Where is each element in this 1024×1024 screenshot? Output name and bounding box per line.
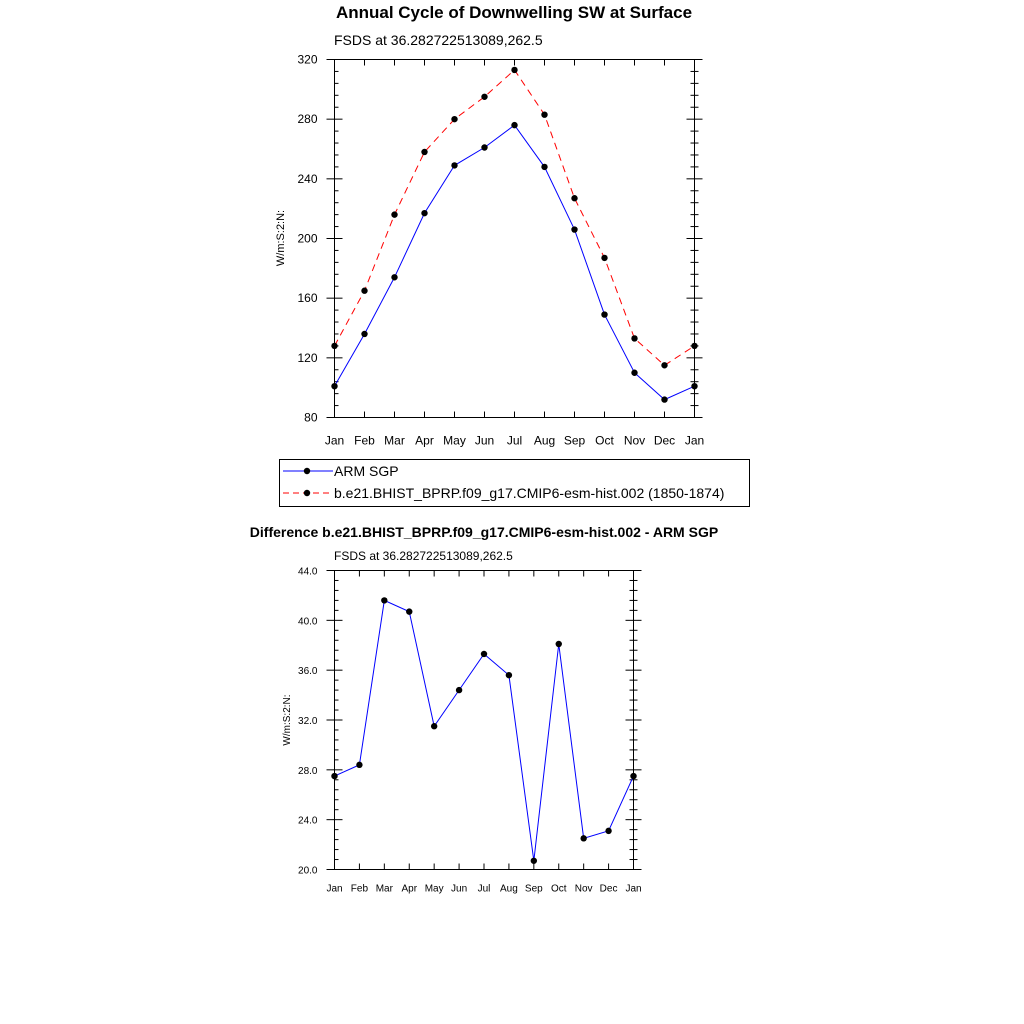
chart1-series-1-point [391, 274, 397, 280]
chart1-series-1-point [541, 164, 547, 170]
chart1-series-2-point [511, 67, 517, 73]
chart1-series-2-point [391, 211, 397, 217]
legend-marker-model [304, 490, 310, 496]
chart1-y-tick-label: 320 [297, 52, 318, 67]
chart2-series-1-point [356, 762, 362, 768]
chart1-y-tick-label: 160 [297, 291, 318, 306]
chart2-y-tick-label: 44.0 [298, 566, 318, 578]
chart1-series-1-point [571, 226, 577, 232]
chart1-y-axis-label: W/m:S:2:N: [275, 209, 287, 267]
legend-label-arm-sgp: ARM SGP [334, 463, 399, 479]
chart2-y-tick-label: 24.0 [298, 815, 318, 827]
chart2-x-tick-label: Nov [574, 883, 593, 895]
chart2-x-tick-label: Jan [625, 883, 642, 895]
chart2-title: Difference b.e21.BHIST_BPRP.f09_g17.CMIP6-esm-hist.002 - ARM SGP [249, 524, 719, 540]
chart1-series-1-point [511, 122, 517, 128]
chart1-x-tick-label: Apr [415, 433, 434, 448]
chart1-x-tick-label: Jan [324, 433, 345, 448]
chart1-series-2-point [571, 195, 577, 201]
chart2-x-tick-label: Jun [451, 883, 468, 895]
chart2-x-tick-label: Apr [401, 883, 418, 895]
chart2-series-1-point [381, 597, 387, 603]
chart2-series-1-point [531, 858, 537, 864]
chart1-series-1-point [601, 311, 607, 317]
chart2-y-axis-label: W/m:S:2:N: [282, 694, 293, 746]
chart1-series-1-point [631, 370, 637, 376]
chart2-series-1-point [406, 608, 412, 614]
chart1-series-2-point [601, 255, 607, 261]
chart1-series-1-point [421, 210, 427, 216]
chart1-subtitle: FSDS at 36.282722513089,262.5 [334, 32, 543, 48]
chart1-x-tick-label: Oct [595, 433, 614, 448]
chart1-series-2-point [661, 362, 667, 368]
chart1-x-tick-label: Nov [623, 433, 646, 448]
chart1-x-tick-label: Jun [474, 433, 495, 448]
chart2-y-tick-label: 20.0 [298, 865, 318, 877]
chart1-title: Annual Cycle of Downwelling SW at Surface [335, 3, 693, 22]
chart2-y-tick-label: 40.0 [298, 616, 318, 628]
chart1-y-tick-label: 120 [297, 350, 318, 365]
chart1-x-tick-label: Sep [563, 433, 586, 448]
chart2-x-tick-label: Sep [524, 883, 543, 895]
chart2-x-tick-label: Oct [550, 883, 567, 895]
chart2-series-1-point [506, 672, 512, 678]
chart1-series-2-point [541, 111, 547, 117]
chart1-series-2-point [631, 335, 637, 341]
chart1-y-tick-label: 200 [297, 231, 318, 246]
chart2-x-tick-label: Dec [599, 883, 618, 895]
chart2-x-tick-label: Jul [477, 883, 491, 895]
chart1-y-tick-label: 240 [297, 171, 318, 186]
chart1-legend [280, 460, 750, 507]
chart2-subtitle: FSDS at 36.282722513089,262.5 [334, 549, 513, 563]
chart2-x-tick-label: Feb [350, 883, 369, 895]
chart1-x-tick-label: Feb [354, 433, 375, 448]
chart2-x-tick-label: Mar [375, 883, 393, 895]
chart2-x-tick-label: Aug [500, 883, 518, 895]
chart1-y-tick-label: 80 [304, 410, 318, 425]
chart2-x-tick-label: May [424, 883, 444, 895]
chart1-series-2-point [421, 149, 427, 155]
legend-label-model: b.e21.BHIST_BPRP.f09_g17.CMIP6-esm-hist.002 (1850-1874) [334, 485, 725, 501]
chart1-series-2-point [361, 288, 367, 294]
chart1-x-tick-label: Jan [684, 433, 705, 448]
chart2-x-tick-label: Jan [326, 883, 343, 895]
legend-marker-arm-sgp [304, 468, 310, 474]
chart2-series-1-point [605, 828, 611, 834]
chart2-series-1-point [431, 723, 437, 729]
chart2-y-tick-label: 28.0 [298, 765, 318, 777]
chart1-series-1-point [661, 396, 667, 402]
chart1-x-tick-label: Dec [653, 433, 676, 448]
chart1-x-tick-label: Aug [533, 433, 556, 448]
chart1-series-2-point [481, 94, 487, 100]
chart2-y-tick-label: 32.0 [298, 716, 318, 727]
chart2-y-tick-label: 36.0 [298, 666, 318, 678]
chart2-series-1-point [456, 687, 462, 693]
chart1-series-2-point [451, 116, 457, 122]
chart2-series-1-point [556, 641, 562, 647]
chart1-y-tick-label: 280 [297, 112, 318, 127]
chart2-series-1-point [481, 651, 487, 657]
chart1-series-1-point [481, 144, 487, 150]
chart2-series-1-point [580, 835, 586, 841]
chart1-x-tick-label: May [443, 433, 466, 448]
chart1-x-tick-label: Jul [506, 433, 523, 448]
chart1-x-tick-label: Mar [384, 433, 405, 448]
chart1-series-1-point [451, 162, 457, 168]
chart1-series-1-point [361, 331, 367, 337]
